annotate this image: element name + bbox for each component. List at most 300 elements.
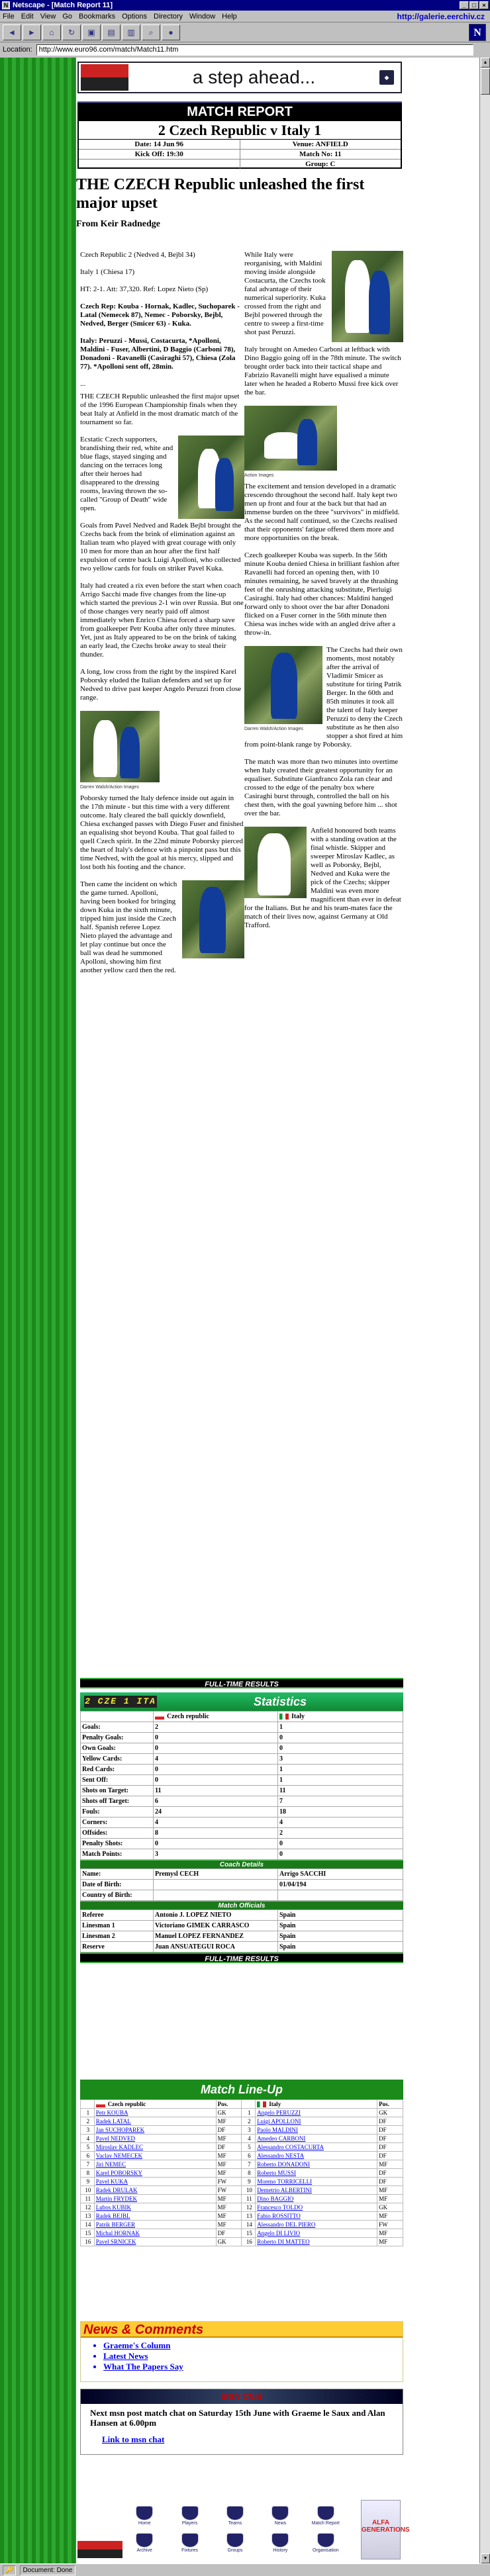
italy-lineup-text: Italy: Peruzzi - Mussi, Costacurta, *Apolloni, Maldini - Fuser, Albertini, D Baggio (Carboni 78), Donadoni - Ravanelli (Casiraghi 57), Chiesa (Zola 77). *Apolloni sent off, 28min. — [80, 337, 236, 371]
player-position: DF — [377, 2117, 403, 2126]
player-number: 6 — [242, 2152, 256, 2160]
footer-nav-groups[interactable]: Groups — [213, 2527, 257, 2553]
team1-value: 0 — [154, 1765, 278, 1775]
player-number: 2 — [81, 2117, 95, 2126]
player-link[interactable]: Fabio ROSSITTO — [256, 2212, 377, 2221]
scroll-up-icon[interactable]: ▲ — [481, 58, 490, 68]
player-link[interactable]: Petr KOUBA — [94, 2109, 216, 2117]
match-officials-bar: Match Officials — [80, 1901, 403, 1909]
team1-header: Czech republic — [94, 2100, 216, 2109]
alfa-generation-logo: ALFA GENERATIONS — [361, 2500, 401, 2559]
table-row — [81, 1775, 403, 1786]
row-label: Goals: — [81, 1722, 154, 1733]
menu-directory[interactable]: Directory — [154, 12, 183, 21]
row-label: Yellow Cards: — [81, 1754, 154, 1765]
footer-nav-organisation[interactable]: Organisation — [304, 2527, 348, 2553]
table-row — [81, 2212, 403, 2221]
article-paragraph: The match was more than two minutes into overtime when Italy created their greatest opportunity for an equaliser. Substitute Gianfranco Zola ran clear and crossed to the edge of the penalty box where Casiraghi burst through, controlled the ball on his chest then, with the goal yawning before him ... shot over the bar. — [244, 758, 399, 817]
msn-chat-link[interactable]: Link to msn chat — [102, 2434, 165, 2444]
player-position: MF — [216, 2135, 242, 2143]
table-row — [81, 2178, 403, 2186]
table-row — [81, 2169, 403, 2178]
player-number: 11 — [81, 2195, 95, 2203]
table-row — [81, 2109, 403, 2117]
shield-icon — [136, 2506, 153, 2520]
player-link[interactable]: Alessandro NESTA — [256, 2152, 377, 2160]
score-line: Czech Republic 2 (Nedved 4, Bejbl 34) — [80, 251, 195, 259]
photo-image — [80, 711, 160, 782]
player-position: MF — [216, 2221, 242, 2229]
team1-value: 0 — [154, 1743, 278, 1754]
green-sidebar — [0, 58, 76, 2563]
player-number: 11 — [242, 2195, 256, 2203]
player-position: MF — [216, 2203, 242, 2212]
full-time-results-banner: FULL-TIME RESULTS — [80, 1678, 403, 1688]
statistics-rows — [81, 1722, 403, 1860]
scoreboard: 2 CZE 1 ITA — [85, 1696, 156, 1706]
player-figure — [93, 720, 117, 777]
row-label: Sent Off: — [81, 1775, 154, 1786]
table-row — [81, 1910, 403, 1921]
row-label: Shots on Target: — [81, 1786, 154, 1796]
table-row — [81, 2238, 403, 2246]
team1-value — [154, 1880, 278, 1890]
footer-nav-fixtures[interactable]: Fixtures — [168, 2527, 211, 2553]
player-link[interactable]: Amedeo CARBONI — [256, 2135, 377, 2143]
player-number: 14 — [81, 2221, 95, 2229]
row-label: Penalty Goals: — [81, 1733, 154, 1743]
team1-header: Czech republic — [154, 1712, 278, 1722]
czech-flag-icon — [96, 2101, 105, 2107]
article-paragraph: Then came the incident on which the game turned. Apolloni, having been booked for bringing down Kuka in the sixth minute, tripped him just inside the Czech half. Spanish referee Lopez Nieto played the advantage and let play continue but once the ball was dead he summoned Apolloni, showing him first another yellow card then the red. — [80, 880, 177, 974]
news-link[interactable]: • What The Papers Say — [103, 2362, 403, 2372]
shield-icon — [181, 2506, 199, 2520]
title-bar — [0, 0, 490, 11]
row-label: Fouls: — [81, 1807, 154, 1817]
menu-bar — [0, 11, 490, 23]
row-label: Linesman 1 — [81, 1921, 154, 1931]
article-paragraph: Italy brought on Amedeo Carboni at leftback with Dino Baggio going off in the 78th minute. The switch brought order back into their tactical shape and Fabrizio Ravanelli might have equalised a minute later when he headed a Roberto Mussi free kick over the bar. — [244, 345, 401, 396]
player-position: MF — [216, 2169, 242, 2178]
player-figure — [297, 419, 317, 465]
shield-icon — [226, 2506, 244, 2520]
table-row — [81, 1796, 403, 1807]
player-position: DF — [216, 2143, 242, 2152]
player-number: 2 — [242, 2117, 256, 2126]
table-row — [81, 1817, 403, 1828]
team1-value: Victoriano GIMEK CARRASCO — [154, 1921, 278, 1931]
player-number: 14 — [242, 2221, 256, 2229]
player-link[interactable]: Patrik BERGER — [94, 2221, 216, 2229]
vertical-scrollbar[interactable] — [479, 58, 490, 2563]
footer-nav-news[interactable]: News — [258, 2500, 302, 2526]
player-number: 13 — [242, 2212, 256, 2221]
team1-value: 0 — [154, 1733, 278, 1743]
footer-nav-players[interactable]: Players — [168, 2500, 211, 2526]
player-position: GK — [377, 2109, 403, 2117]
shield-icon — [271, 2506, 289, 2520]
stop-icon[interactable]: ● — [162, 24, 180, 40]
photo-image — [178, 436, 244, 519]
article-paragraph: Italy had created a rix even before the start when coach Arrigo Sacchi made five changes from the line-up which started the previous 2-1 win over Russia. But one of those changes very nearly paid off almost immediately when Enrico Chiesa forced a sharp save from goalkeeper Petr Kouba after only three minutes. Yet, just as Italy appeared to be on the brink of taking an early lead, the Czechs broke away to steal their thunder. — [80, 582, 244, 659]
player-figure — [215, 458, 234, 511]
page-content — [76, 58, 490, 2563]
player-figure — [369, 271, 390, 334]
player-figure — [199, 887, 226, 953]
maximize-button[interactable]: □ — [469, 1, 479, 9]
player-link[interactable]: Jan SUCHOPAREK — [94, 2126, 216, 2135]
team2-value: Spain — [278, 1921, 403, 1931]
team2-value: 0 — [278, 1743, 403, 1754]
match-date: Date: 14 Jun 96 — [79, 140, 240, 149]
player-number: 9 — [242, 2178, 256, 2186]
photo-smicer — [244, 646, 322, 733]
player-link[interactable]: Radek LATAL — [94, 2117, 216, 2126]
player-link[interactable]: Pavel SRNICEK — [94, 2238, 216, 2246]
player-position: MF — [216, 2212, 242, 2221]
status-text: Document: Done — [20, 2565, 75, 2575]
player-position: DF — [377, 2178, 403, 2186]
player-link[interactable]: Pavel KUKA — [94, 2178, 216, 2186]
scroll-down-icon[interactable]: ▼ — [481, 2553, 490, 2563]
ad-banner[interactable] — [77, 62, 402, 93]
player-number: 12 — [81, 2203, 95, 2212]
team2-value: Spain — [278, 1910, 403, 1921]
statistics-table — [80, 1711, 403, 1860]
player-number: 10 — [242, 2186, 256, 2195]
player-number: 15 — [242, 2229, 256, 2238]
shield-icon — [317, 2506, 334, 2520]
photo-image — [182, 880, 244, 958]
shield-icon — [226, 2533, 244, 2548]
watermark-url: http://galerie.eerchiv.cz — [397, 11, 485, 21]
news-link[interactable]: • Graeme's Column — [103, 2340, 403, 2351]
player-link[interactable]: Angelo DI LIVIO — [256, 2229, 377, 2238]
menu-view[interactable]: View — [40, 12, 56, 21]
row-label: Country of Birth: — [81, 1890, 154, 1901]
separator-text: ... — [80, 380, 86, 388]
msn-chat-box — [80, 2389, 403, 2455]
team2-value: 1 — [278, 1775, 403, 1786]
team2-value: 18 — [278, 1807, 403, 1817]
footer-nav-area — [76, 2500, 490, 2563]
news-title: News & Comments — [81, 2322, 403, 2338]
match-empty-cell — [79, 160, 240, 169]
images-icon[interactable]: ▣ — [82, 24, 101, 40]
player-position: MF — [216, 2195, 242, 2203]
team2-header: Italy — [278, 1712, 403, 1722]
msn-chat-text: Next msn post match chat on Saturday 15th June with Graeme le Saux and Alan Hansen at 6.00pm — [90, 2408, 385, 2428]
player-position: GK — [216, 2238, 242, 2246]
banner-tagline: a step ahead... — [192, 67, 316, 87]
player-number: 13 — [81, 2212, 95, 2221]
player-figure — [258, 833, 291, 896]
row-label: Offsides: — [81, 1828, 154, 1839]
team2-value: Spain — [278, 1942, 403, 1953]
menu-file[interactable]: File — [3, 12, 15, 21]
row-label: Reserve — [81, 1942, 154, 1953]
team2-value: 0 — [278, 1839, 403, 1849]
team1-value: Juan ANSUATEGUI ROCA — [154, 1942, 278, 1953]
menu-window[interactable]: Window — [189, 12, 216, 21]
team2-value: 1 — [278, 1765, 403, 1775]
player-number: 12 — [242, 2203, 256, 2212]
player-number: 10 — [81, 2186, 95, 2195]
player-position: FW — [216, 2186, 242, 2195]
player-link[interactable]: Alessandro DEL PIERO — [256, 2221, 377, 2229]
team2-value: 3 — [278, 1754, 403, 1765]
player-position: MF — [216, 2160, 242, 2169]
coach-details-bar: Coach Details — [80, 1860, 403, 1868]
player-position: MF — [216, 2117, 242, 2126]
team1-value: 6 — [154, 1796, 278, 1807]
menu-go[interactable]: Go — [62, 12, 73, 21]
table-cell — [81, 2100, 95, 2109]
player-number: 9 — [81, 2178, 95, 2186]
menu-edit[interactable]: Edit — [21, 12, 34, 21]
player-number: 1 — [81, 2109, 95, 2117]
match-kickoff: Kick Off: 19:30 — [79, 150, 240, 159]
player-position: DF — [377, 2143, 403, 2152]
italy-flag-icon — [279, 1714, 289, 1720]
photo-image — [244, 646, 322, 724]
photo-image — [332, 251, 403, 342]
player-link[interactable]: Radek DRULAK — [94, 2186, 216, 2195]
location-label: Location: — [3, 46, 32, 54]
player-position: DF — [377, 2152, 403, 2160]
print-icon[interactable]: ▥ — [122, 24, 140, 40]
sponsor-mark-icon: ◆ — [379, 70, 394, 85]
match-info-row — [79, 160, 401, 169]
player-link[interactable]: Roberto DONADONI — [256, 2160, 377, 2169]
player-link[interactable]: Pavel NEDVED — [94, 2135, 216, 2143]
table-row — [81, 2203, 403, 2212]
forward-icon[interactable]: ► — [23, 24, 41, 40]
team2-value: 0 — [278, 1733, 403, 1743]
table-row — [81, 1786, 403, 1796]
team2-value: 2 — [278, 1828, 403, 1839]
table-row — [81, 2143, 403, 2152]
attendance-line: HT: 2-1. Att: 37,320. Ref: Lopez Nieto (Sp) — [80, 285, 209, 293]
lineup-title: Match Line-Up — [80, 2080, 403, 2099]
table-row — [81, 1942, 403, 1953]
close-button[interactable]: × — [479, 1, 489, 9]
table-row — [81, 1931, 403, 1942]
player-position: DF — [216, 2229, 242, 2238]
player-link[interactable]: Jiri NEMEC — [94, 2160, 216, 2169]
player-link[interactable]: Dino BAGGIO — [256, 2195, 377, 2203]
article-paragraph: Poborsky turned the Italy defence inside out again in the 17th minute - but this time with a very different outcome. Italy cleared the ball quickly downfield, Chiesa exchanged passes with Diego Fuser and finished an equalising shot beyond Kouba. That goal failed to quell Czech spirit. In the 22nd minute Poborsky pierced the heart of Italy's defence with a pinpoint pass but this time Nedved, with the goal at his mercy, slipped and lost both his footing and the chance. — [80, 794, 244, 871]
player-link[interactable]: Luigi APOLLONI — [256, 2117, 377, 2126]
photo-nedved — [178, 436, 244, 519]
player-number: 3 — [81, 2126, 95, 2135]
team1-value: Manuel LOPEZ FERNANDEZ — [154, 1931, 278, 1942]
table-row — [81, 1722, 403, 1733]
toolbar — [0, 23, 490, 42]
team2-value: 01/04/194 — [278, 1880, 403, 1890]
player-link[interactable]: Demetrio ALBERTINI — [256, 2186, 377, 2195]
player-link[interactable]: Lubos KUBIK — [94, 2203, 216, 2212]
team2-value: Arrigo SACCHI — [278, 1869, 403, 1880]
table-row — [81, 1765, 403, 1775]
news-link[interactable]: • Latest News — [103, 2351, 403, 2362]
player-link[interactable]: Paolo MALDINI — [256, 2126, 377, 2135]
team1-value: 2 — [154, 1722, 278, 1733]
shield-icon — [136, 2533, 153, 2548]
player-link[interactable]: Roberto DI MATTEO — [256, 2238, 377, 2246]
footer-nav-match-report[interactable]: Match Report — [304, 2500, 348, 2526]
menu-help[interactable]: Help — [222, 12, 237, 21]
find-icon[interactable]: ⌕ — [142, 24, 160, 40]
table-row — [81, 2135, 403, 2143]
team2-header: Italy — [256, 2100, 377, 2109]
minimize-button[interactable]: _ — [460, 1, 469, 9]
player-number: 6 — [81, 2152, 95, 2160]
team1-value: 24 — [154, 1807, 278, 1817]
footer-nav-teams[interactable]: Teams — [213, 2500, 257, 2526]
team1-value: 0 — [154, 1775, 278, 1786]
row-label: Referee — [81, 1910, 154, 1921]
team1-value: 3 — [154, 1849, 278, 1860]
player-number: 4 — [242, 2135, 256, 2143]
footer-nav-archive[interactable]: Archive — [122, 2527, 166, 2553]
footer-nav-history[interactable]: History — [258, 2527, 302, 2553]
table-row — [81, 1807, 403, 1817]
article-paragraph: Goals from Pavel Nedved and Radek Bejbl brought the Czechs back from the brink of elimination against an Italian team who played with great courage with only 10 men for more than an hour after the first half expulsion of centre back Luigi Apolloni, who collected two yellow cards for fouls on striker Pavel Kuka. — [80, 522, 242, 573]
table-row — [81, 1921, 403, 1931]
shield-icon — [271, 2533, 289, 2548]
row-label: Linesman 2 — [81, 1931, 154, 1942]
player-link[interactable]: Michal HORNAK — [94, 2229, 216, 2238]
article-paragraph: While Italy were reorganising, with Maldini moving inside alongside Costacurta, the Czechs took fatal advantage of their numerical superiority. Kuka crossed from the right and Bejbl powered through the centre to sweep a first-time shot past Peruzzi. — [244, 251, 326, 336]
team1-value: Antonio J. LOPEZ NIETO — [154, 1910, 278, 1921]
match-number: Match No: 11 — [299, 150, 342, 158]
italy-flag-icon — [257, 2101, 266, 2107]
player-position: DF — [216, 2126, 242, 2135]
row-label: Name: — [81, 1869, 154, 1880]
player-position: MF — [377, 2229, 403, 2238]
player-link[interactable]: Francesco TOLDO — [256, 2203, 377, 2212]
photo-caption: Darren Walsh/Action Images — [244, 727, 303, 731]
table-row — [81, 1849, 403, 1860]
table-row — [81, 2229, 403, 2238]
footer-nav — [122, 2500, 348, 2553]
team1-value: 4 — [154, 1754, 278, 1765]
table-cell — [242, 2100, 256, 2109]
scroll-thumb[interactable] — [481, 68, 490, 95]
url-input[interactable]: http://www.euro96.com/match/Match11.htm — [36, 44, 473, 56]
photo-caption: Darren Walsh/Action Images — [80, 785, 139, 790]
table-row — [81, 2160, 403, 2169]
team2-value: 1 — [278, 1722, 403, 1733]
player-position: MF — [377, 2238, 403, 2246]
footer-nav-home[interactable]: Home — [122, 2500, 166, 2526]
table-row — [81, 1828, 403, 1839]
team1-value — [154, 1890, 278, 1901]
player-number: 7 — [242, 2160, 256, 2169]
menu-options[interactable]: Options — [122, 12, 147, 21]
team2-value: 0 — [278, 1849, 403, 1860]
officials-table — [80, 1909, 403, 1953]
photo-image — [244, 827, 307, 898]
player-link[interactable]: Roberto MUSSI — [256, 2169, 377, 2178]
msn-chat-body — [81, 2404, 403, 2444]
player-number: 16 — [81, 2238, 95, 2246]
player-link[interactable]: Moreno TORRICELLI — [256, 2178, 377, 2186]
player-position: DF — [377, 2126, 403, 2135]
table-row — [81, 2126, 403, 2135]
table-row — [81, 2221, 403, 2229]
player-figure — [345, 260, 370, 333]
player-figure — [120, 727, 140, 778]
article-headline: THE CZECH Republic unleashed the first major upset — [76, 176, 365, 212]
player-position: GK — [377, 2203, 403, 2212]
team2-value: 7 — [278, 1796, 403, 1807]
open-icon[interactable]: ▤ — [102, 24, 121, 40]
player-link[interactable]: Radek BEJBL — [94, 2212, 216, 2221]
location-bar — [0, 42, 490, 57]
table-row — [81, 1733, 403, 1743]
team1-value: Premysl CECH — [154, 1869, 278, 1880]
player-number: 16 — [242, 2238, 256, 2246]
player-position: DF — [377, 2135, 403, 2143]
team1-value: 11 — [154, 1786, 278, 1796]
home-icon[interactable]: ⌂ — [42, 24, 61, 40]
photo-image — [244, 406, 337, 471]
player-position: DF — [377, 2169, 403, 2178]
sponsor-logo — [77, 2541, 122, 2558]
lineup-section — [80, 2080, 403, 2246]
player-position: MF — [377, 2160, 403, 2169]
match-venue: Venue: ANFIELD — [292, 140, 348, 148]
row-label: Match Points: — [81, 1849, 154, 1860]
pos-header: Pos. — [216, 2100, 242, 2109]
table-row — [81, 2186, 403, 2195]
team2-value: 11 — [278, 1786, 403, 1796]
row-label: Red Cards: — [81, 1765, 154, 1775]
table-row — [81, 1743, 403, 1754]
photo-poborsky — [80, 711, 244, 792]
article-paragraph: Ecstatic Czech supporters, brandishing their red, white and blue flags, stayed singing and dancing on the terraces long after their heroes had disappeared to the dressing rooms, leaving thrown the so-called "Group of Death" wide open. — [80, 436, 173, 512]
player-position: MF — [377, 2212, 403, 2221]
article-left-column — [80, 251, 244, 984]
photo-bejbl — [332, 251, 403, 342]
player-link[interactable]: Miroslav KADLEC — [94, 2143, 216, 2152]
page-viewport — [0, 58, 490, 2563]
player-link[interactable]: Vaclav NEMECEK — [94, 2152, 216, 2160]
player-figure — [271, 653, 297, 719]
team2-value: Spain — [278, 1931, 403, 1942]
news-comments-box — [80, 2321, 403, 2382]
player-number: 7 — [81, 2160, 95, 2169]
back-icon[interactable]: ◄ — [3, 24, 21, 40]
lineup-rows — [81, 2109, 403, 2246]
czech-lineup-text: Czech Rep: Kouba - Hornak, Kadlec, Suchoparek - Latal (Nemecek 87), Nemec - Poborsky, Bejbl, Nedved, Berger (Smicer 63) - Kuka. — [80, 302, 240, 328]
menu-bookmarks[interactable]: Bookmarks — [79, 12, 116, 21]
player-link[interactable]: Angelo PERUZZI — [256, 2109, 377, 2117]
player-link[interactable]: Martin FRYDEK — [94, 2195, 216, 2203]
player-link[interactable]: Alessandro COSTACURTA — [256, 2143, 377, 2152]
table-row — [81, 1839, 403, 1849]
player-number: 8 — [81, 2169, 95, 2178]
pos-header: Pos. — [377, 2100, 403, 2109]
player-number: 4 — [81, 2135, 95, 2143]
statistics-title-bar — [80, 1692, 403, 1711]
reload-icon[interactable]: ↻ — [62, 24, 81, 40]
player-link[interactable]: Karel POBORSKY — [94, 2169, 216, 2178]
team2-value — [278, 1890, 403, 1901]
table-row — [81, 2195, 403, 2203]
